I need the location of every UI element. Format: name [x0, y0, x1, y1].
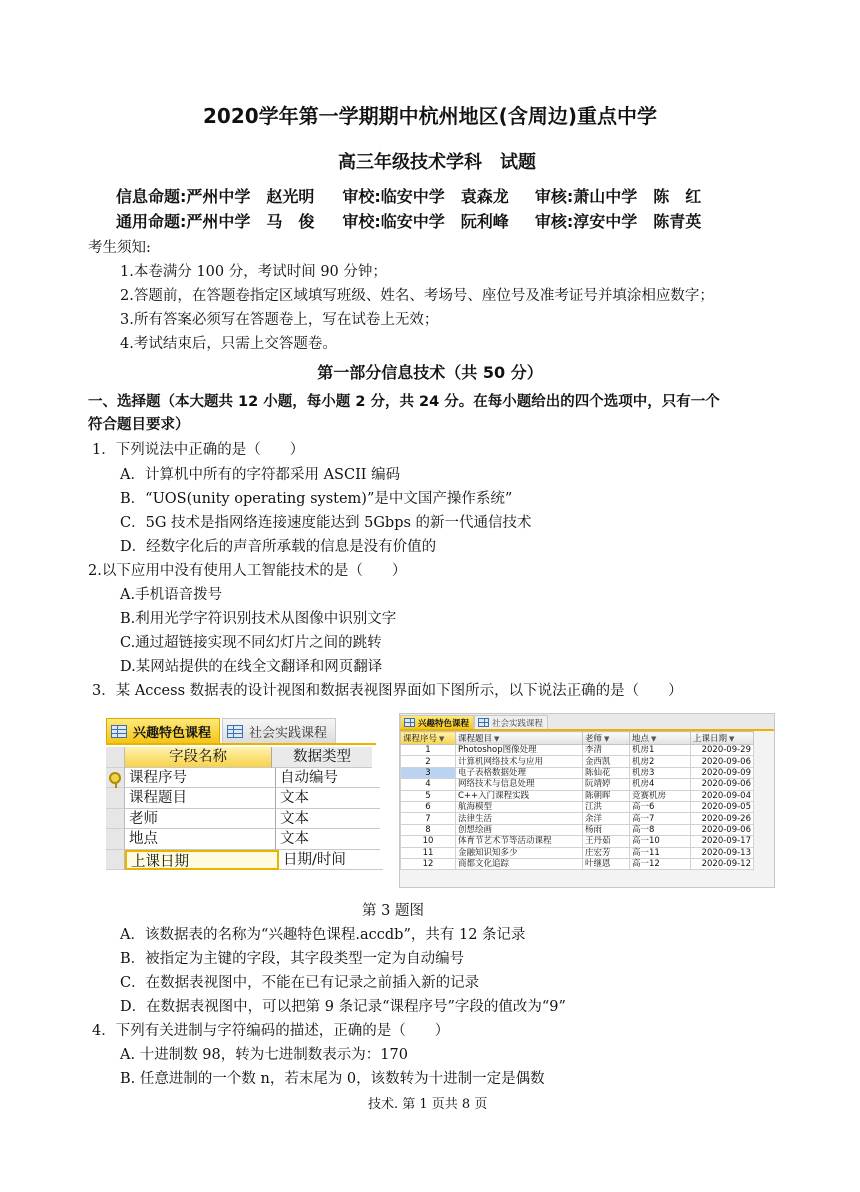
cell-date[interactable]: 2020-09-09: [691, 767, 754, 778]
cell-teacher[interactable]: 陈朝晖: [583, 790, 630, 801]
q3-option-c: C．在数据表视图中，不能在已有记录之前插入新的记录: [120, 975, 480, 991]
staff-check: 审核:萧山中学 陈 红: [534, 187, 702, 206]
row-selector: [106, 747, 125, 768]
cell-date[interactable]: 2020-09-05: [691, 801, 754, 812]
cell-date[interactable]: 2020-09-12: [691, 858, 754, 869]
cell-place[interactable]: 机房3: [630, 767, 691, 778]
cell-course-title[interactable]: 金融知识知多少: [456, 847, 583, 858]
notice-item: 3.所有答案必须写在答题卷上，写在试卷上无效；: [120, 312, 439, 328]
cell-place[interactable]: 高一7: [630, 813, 691, 824]
primary-key-icon: [109, 772, 121, 784]
cell-teacher[interactable]: 庄宏芳: [583, 847, 630, 858]
cell-course-title[interactable]: 体育节艺术节等活动课程: [456, 836, 583, 847]
field-type[interactable]: 自动编号: [276, 768, 380, 789]
row-selector[interactable]: [106, 809, 125, 830]
q3-option-a: A．该数据表的名称为“兴趣特色课程.accdb”，共有 12 条记录: [120, 927, 526, 943]
datasheet-tabs: [400, 714, 774, 731]
q1-option-c: C．5G 技术是指网络连接速度能达到 5Gbps 的新一代通信技术: [120, 515, 532, 531]
cell-teacher[interactable]: 余洋: [583, 813, 630, 824]
q3-stem: 3．某 Access 数据表的设计视图和数据表视图界面如下图所示，以下说法正确的是（ ）: [92, 683, 683, 699]
design-field-row[interactable]: [106, 850, 383, 871]
cell-place[interactable]: 高一11: [630, 847, 691, 858]
datasheet-row[interactable]: [401, 801, 754, 812]
datasheet-row[interactable]: [401, 745, 754, 756]
tab-label: 兴趣特色课程: [133, 725, 212, 741]
q1-option-a: A．计算机中所有的字符都采用 ASCII 编码: [120, 467, 401, 483]
field-type[interactable]: 日期/时间: [279, 850, 383, 871]
design-header-row: [106, 747, 383, 768]
cell-course-id[interactable]: 10: [401, 836, 456, 847]
exam-title: 2020学年第一学期期中杭州地区(含周边)重点中学: [203, 104, 657, 128]
cell-course-id[interactable]: 12: [401, 858, 456, 869]
field-name[interactable]: 上课日期: [125, 850, 279, 871]
cell-course-title[interactable]: 计算机网络技术与应用: [456, 756, 583, 767]
q2-stem: 2.以下应用中没有使用人工智能技术的是（ ）: [88, 563, 407, 579]
datasheet-row[interactable]: [401, 790, 754, 801]
cell-date[interactable]: 2020-09-26: [691, 813, 754, 824]
cell-date[interactable]: 2020-09-29: [691, 745, 754, 756]
q2-option-c: C.通过超链接实现不同幻灯片之间的跳转: [120, 635, 382, 651]
cell-teacher[interactable]: 叶继恩: [583, 858, 630, 869]
row-selector[interactable]: [106, 850, 125, 871]
dropdown-arrow-icon: ▼: [439, 735, 445, 743]
part1-heading-cont: 符合题目要求）: [88, 417, 190, 433]
exam-subtitle: 高三年级技术学科 试题: [338, 152, 536, 173]
col-header-title[interactable]: 课程题目 ▼: [456, 732, 583, 745]
q3-option-d: D．在数据表视图中，可以把第 9 条记录“课程序号”字段的值改为“9”: [120, 999, 566, 1015]
field-name[interactable]: 地点: [125, 829, 276, 850]
tab-interest-courses[interactable]: [106, 718, 220, 743]
table-icon: [111, 725, 127, 738]
dropdown-arrow-icon: ▼: [604, 735, 610, 743]
cell-place[interactable]: 机房4: [630, 779, 691, 790]
col-field-name-header: 字段名称: [125, 747, 272, 768]
staff-info: 信息命题:严州中学 赵光明: [116, 187, 315, 206]
field-name[interactable]: 课程序号: [125, 768, 276, 789]
cell-teacher[interactable]: 阮靖婷: [583, 779, 630, 790]
part1-heading: 一、选择题（本大题共 12 小题，每小题 2 分，共 24 分。在每小题给出的四个选项中，只有一个: [88, 394, 720, 410]
cell-teacher[interactable]: 陈仙花: [583, 767, 630, 778]
datasheet-row[interactable]: [401, 767, 754, 778]
design-field-row[interactable]: [106, 829, 383, 850]
cell-teacher[interactable]: 李清: [583, 745, 630, 756]
cell-date[interactable]: 2020-09-04: [691, 790, 754, 801]
staff-line-1: [116, 184, 701, 207]
cell-place[interactable]: 竞赛机房: [630, 790, 691, 801]
cell-course-id[interactable]: 5: [401, 790, 456, 801]
dropdown-arrow-icon: ▼: [651, 735, 657, 743]
cell-place[interactable]: 高一12: [630, 858, 691, 869]
cell-date[interactable]: 2020-09-06: [691, 779, 754, 790]
access-datasheet-view: [399, 713, 775, 888]
cell-place[interactable]: 高一10: [630, 836, 691, 847]
datasheet-row[interactable]: [401, 836, 754, 847]
cell-teacher[interactable]: 王丹茹: [583, 836, 630, 847]
cell-place[interactable]: 机房1: [630, 745, 691, 756]
cell-place[interactable]: 高一6: [630, 801, 691, 812]
cell-teacher[interactable]: 江洪: [583, 801, 630, 812]
col-header-date[interactable]: 上课日期 ▼: [691, 732, 754, 745]
field-type[interactable]: 文本: [276, 829, 380, 850]
cell-course-id[interactable]: 8: [401, 824, 456, 835]
col-data-type-header: 数据类型: [272, 747, 372, 768]
datasheet-row[interactable]: [401, 813, 754, 824]
design-field-row[interactable]: [106, 768, 383, 789]
page-footer: 技术. 第 1 页共 8 页: [368, 1097, 488, 1112]
staff-review: 审校:临安中学 阮利峰: [342, 212, 509, 231]
figure-caption: 第 3 题图: [362, 903, 424, 919]
cell-teacher[interactable]: 金西凯: [583, 756, 630, 767]
cell-course-title[interactable]: Photoshop图像处理: [456, 745, 583, 756]
q2-option-d: D.某网站提供的在线全文翻译和网页翻译: [120, 659, 383, 675]
dropdown-arrow-icon: ▼: [729, 735, 735, 743]
q1-stem: 1．下列说法中正确的是（ ）: [92, 442, 305, 458]
cell-course-id[interactable]: 11: [401, 847, 456, 858]
staff-info: 通用命题:严州中学 马 俊: [116, 212, 315, 231]
col-header-teacher[interactable]: 老师 ▼: [583, 732, 630, 745]
tab-label: 社会实践课程: [492, 718, 544, 729]
field-type[interactable]: 文本: [276, 788, 380, 809]
tab-label: 兴趣特色课程: [418, 718, 470, 729]
notice-item: 2.答题前，在答题卷指定区域填写班级、姓名、考场号、座位号及准考证号并填涂相应数字；: [120, 288, 714, 304]
cell-course-id[interactable]: 7: [401, 813, 456, 824]
datasheet-row[interactable]: [401, 824, 754, 835]
cell-course-title[interactable]: 法律生活: [456, 813, 583, 824]
cell-place[interactable]: 高一8: [630, 824, 691, 835]
cell-course-title[interactable]: 航海模型: [456, 801, 583, 812]
row-selector[interactable]: [106, 829, 125, 850]
notice-item: 4.考试结束后，只需上交答题卷。: [120, 336, 337, 352]
row-selector[interactable]: [106, 768, 125, 789]
datasheet-row[interactable]: [401, 858, 754, 869]
datasheet-row[interactable]: [401, 779, 754, 790]
cell-date[interactable]: 2020-09-06: [691, 824, 754, 835]
tab-social-practice[interactable]: [222, 718, 336, 743]
cell-course-title[interactable]: 创想绘画: [456, 824, 583, 835]
design-field-row[interactable]: [106, 809, 383, 830]
datasheet-header-row: [401, 732, 754, 745]
table-icon: [227, 725, 243, 738]
cell-course-title[interactable]: 电子表格数据处理: [456, 767, 583, 778]
q4-option-a: A. 十进制数 98，转为七进制数表示为：170: [120, 1047, 408, 1063]
col-header-place[interactable]: 地点 ▼: [630, 732, 691, 745]
cell-teacher[interactable]: 杨雨: [583, 824, 630, 835]
datasheet-row[interactable]: [401, 847, 754, 858]
q1-option-b: B．“UOS(unity operating system)”是中文国产操作系统”: [120, 491, 513, 507]
cell-course-id[interactable]: 3: [401, 767, 456, 778]
design-view-tabs: [106, 717, 376, 745]
cell-course-title[interactable]: 网络技术与信息处理: [456, 779, 583, 790]
datasheet-table: [400, 731, 754, 870]
cell-course-id[interactable]: 6: [401, 801, 456, 812]
table-icon: [404, 718, 415, 727]
q3-option-b: B．被指定为主键的字段，其字段类型一定为自动编号: [120, 951, 465, 967]
datasheet-row[interactable]: [401, 756, 754, 767]
staff-check: 审核:淳安中学 陈青英: [534, 212, 702, 231]
dropdown-arrow-icon: ▼: [494, 735, 500, 743]
q1-option-d: D．经数字化后的声音所承载的信息是没有价值的: [120, 539, 437, 555]
field-name[interactable]: 课程题目: [125, 788, 276, 809]
q4-option-b: B. 任意进制的一个数 n，若末尾为 0，该数转为十进制一定是偶数: [120, 1071, 545, 1087]
cell-course-title[interactable]: 商都文化追踪: [456, 858, 583, 869]
cell-course-id[interactable]: 1: [401, 745, 456, 756]
field-name[interactable]: 老师: [125, 809, 276, 830]
q2-option-b: B.利用光学字符识别技术从图像中识别文字: [120, 611, 397, 627]
cell-place[interactable]: 机房2: [630, 756, 691, 767]
cell-date[interactable]: 2020-09-06: [691, 756, 754, 767]
col-header-id[interactable]: 课程序号 ▼: [401, 732, 456, 745]
cell-date[interactable]: 2020-09-17: [691, 836, 754, 847]
access-design-view: [106, 717, 376, 873]
cell-course-title[interactable]: C++入门课程实践: [456, 790, 583, 801]
cell-course-id[interactable]: 2: [401, 756, 456, 767]
notice-item: 1.本卷满分 100 分，考试时间 90 分钟；: [120, 264, 387, 280]
field-type[interactable]: 文本: [276, 809, 380, 830]
q2-option-a: A.手机语音拨号: [120, 587, 223, 603]
cell-course-id[interactable]: 4: [401, 779, 456, 790]
tab-social-practice[interactable]: [474, 715, 548, 729]
section-title: 第一部分信息技术（共 50 分）: [317, 363, 543, 382]
notice-heading: 考生须知:: [88, 240, 151, 256]
q4-stem: 4．下列有关进制与字符编码的描述，正确的是（ ）: [92, 1023, 450, 1039]
cell-date[interactable]: 2020-09-13: [691, 847, 754, 858]
staff-line-2: [116, 209, 701, 232]
design-grid: [106, 747, 383, 870]
design-field-row[interactable]: [106, 788, 383, 809]
staff-review: 审校:临安中学 袁森龙: [342, 187, 509, 206]
row-selector[interactable]: [106, 788, 125, 809]
tab-interest-courses[interactable]: [400, 715, 474, 729]
tab-label: 社会实践课程: [249, 725, 328, 741]
table-icon: [478, 718, 489, 727]
